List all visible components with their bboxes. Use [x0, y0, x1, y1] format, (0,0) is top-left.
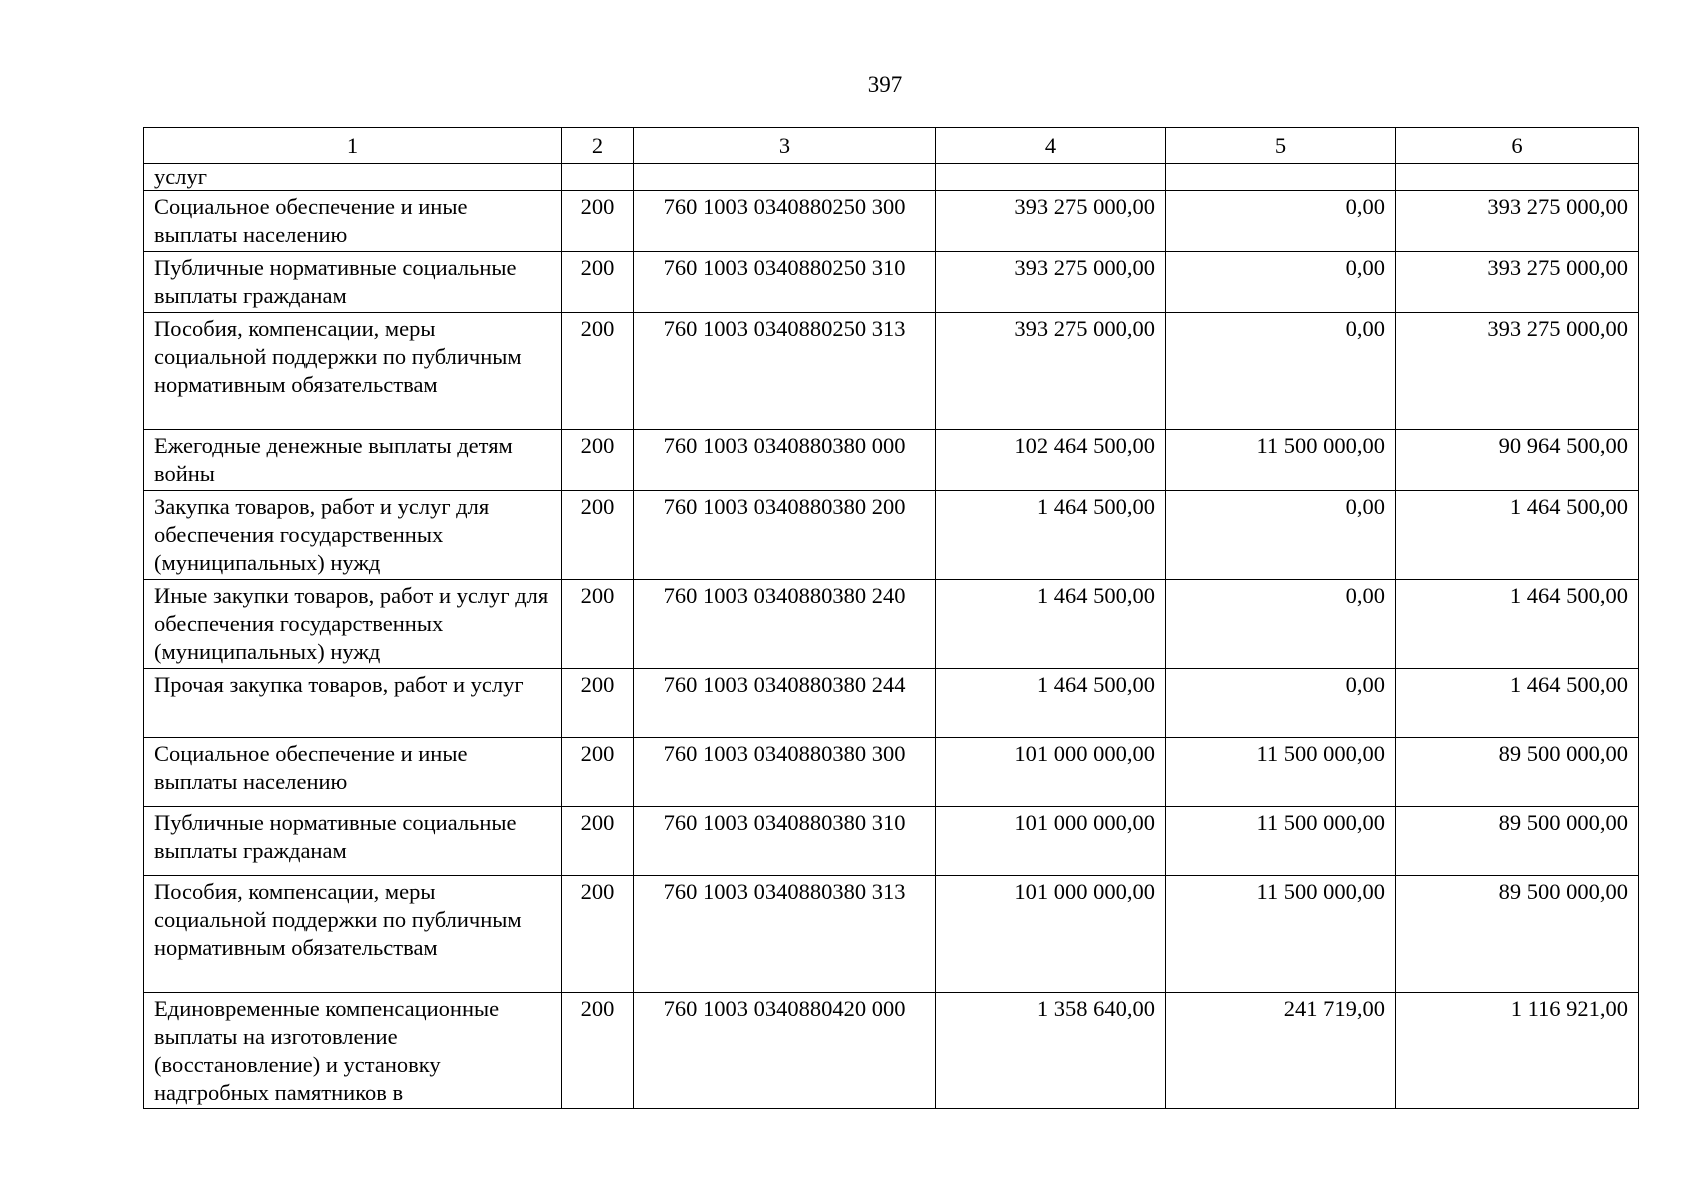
- row-value-6: 1 464 500,00: [1396, 580, 1639, 669]
- column-header-4: 4: [936, 128, 1166, 164]
- row-value-4: 101 000 000,00: [936, 876, 1166, 993]
- row-value-4: 1 358 640,00: [936, 993, 1166, 1109]
- row-name: Ежегодные денежные выплаты детям войны: [144, 430, 562, 491]
- row-name: Социальное обеспечение и иные выплаты населению: [144, 191, 562, 252]
- row-value-5: 11 500 000,00: [1166, 807, 1396, 876]
- table-row: [144, 430, 1639, 491]
- row-column-2: 200: [562, 491, 634, 580]
- table-row: [144, 191, 1639, 252]
- row-column-2: 200: [562, 313, 634, 430]
- row-value-6: 1 116 921,00: [1396, 993, 1639, 1109]
- row-value-4: 102 464 500,00: [936, 430, 1166, 491]
- table-row: [144, 669, 1639, 738]
- row-value-4: 101 000 000,00: [936, 807, 1166, 876]
- table-row: [144, 313, 1639, 430]
- row-name: услуг: [144, 164, 562, 191]
- row-value-4: 393 275 000,00: [936, 252, 1166, 313]
- row-column-2: 200: [562, 669, 634, 738]
- row-column-2: 200: [562, 876, 634, 993]
- row-name: Прочая закупка товаров, работ и услуг: [144, 669, 562, 738]
- header-row: [144, 128, 1639, 164]
- column-header-6: 6: [1396, 128, 1639, 164]
- row-value-6: 393 275 000,00: [1396, 313, 1639, 430]
- row-name: Социальное обеспечение и иные выплаты населению: [144, 738, 562, 807]
- row-name: Пособия, компенсации, меры социальной поддержки по публичным нормативным обязательствам: [144, 313, 562, 430]
- row-name: Пособия, компенсации, меры социальной поддержки по публичным нормативным обязательствам: [144, 876, 562, 993]
- row-code: 760 1003 0340880250 310: [634, 252, 936, 313]
- table-row: [144, 807, 1639, 876]
- column-header-1: 1: [144, 128, 562, 164]
- row-value-5: 0,00: [1166, 252, 1396, 313]
- row-value-5: 11 500 000,00: [1166, 430, 1396, 491]
- table-row: [144, 993, 1639, 1109]
- row-column-2: 200: [562, 807, 634, 876]
- budget-table: [143, 127, 1639, 1109]
- row-code: 760 1003 0340880380 300: [634, 738, 936, 807]
- row-value-5: 0,00: [1166, 313, 1396, 430]
- row-value-6: 89 500 000,00: [1396, 876, 1639, 993]
- row-value-5: 11 500 000,00: [1166, 876, 1396, 993]
- row-code: 760 1003 0340880380 313: [634, 876, 936, 993]
- table-row: [144, 580, 1639, 669]
- row-name: Иные закупки товаров, работ и услуг для обеспечения государственных (муниципальных) нужд: [144, 580, 562, 669]
- row-value-4: 1 464 500,00: [936, 491, 1166, 580]
- row-code: [634, 164, 936, 191]
- row-value-4: [936, 164, 1166, 191]
- row-code: 760 1003 0340880250 313: [634, 313, 936, 430]
- page-number: 397: [867, 72, 903, 97]
- row-value-4: 101 000 000,00: [936, 738, 1166, 807]
- row-name: Публичные нормативные социальные выплаты гражданам: [144, 807, 562, 876]
- row-value-5: [1166, 164, 1396, 191]
- row-code: 760 1003 0340880380 240: [634, 580, 936, 669]
- row-code: 760 1003 0340880380 244: [634, 669, 936, 738]
- table-row: [144, 738, 1639, 807]
- row-value-6: 1 464 500,00: [1396, 669, 1639, 738]
- row-code: 760 1003 0340880380 000: [634, 430, 936, 491]
- row-code: 760 1003 0340880420 000: [634, 993, 936, 1109]
- row-column-2: 200: [562, 580, 634, 669]
- row-name: Единовременные компенсационные выплаты на изготовление (восстановление) и установку надгробных памятников в: [144, 993, 562, 1109]
- row-name: Закупка товаров, работ и услуг для обеспечения государственных (муниципальных) нужд: [144, 491, 562, 580]
- row-value-5: 241 719,00: [1166, 993, 1396, 1109]
- column-header-3: 3: [634, 128, 936, 164]
- row-value-5: 0,00: [1166, 491, 1396, 580]
- row-value-5: 0,00: [1166, 669, 1396, 738]
- row-column-2: 200: [562, 252, 634, 313]
- table-row: [144, 491, 1639, 580]
- row-value-4: 393 275 000,00: [936, 191, 1166, 252]
- row-value-6: 89 500 000,00: [1396, 738, 1639, 807]
- row-value-6: 89 500 000,00: [1396, 807, 1639, 876]
- row-name: Публичные нормативные социальные выплаты гражданам: [144, 252, 562, 313]
- table-row: [144, 164, 1639, 191]
- row-column-2: 200: [562, 430, 634, 491]
- row-column-2: [562, 164, 634, 191]
- column-header-5: 5: [1166, 128, 1396, 164]
- row-value-6: 393 275 000,00: [1396, 252, 1639, 313]
- row-value-4: 1 464 500,00: [936, 669, 1166, 738]
- row-value-5: 0,00: [1166, 580, 1396, 669]
- row-value-4: 393 275 000,00: [936, 313, 1166, 430]
- row-value-5: 11 500 000,00: [1166, 738, 1396, 807]
- row-code: 760 1003 0340880250 300: [634, 191, 936, 252]
- table-row: [144, 876, 1639, 993]
- row-value-4: 1 464 500,00: [936, 580, 1166, 669]
- row-value-6: 393 275 000,00: [1396, 191, 1639, 252]
- row-column-2: 200: [562, 993, 634, 1109]
- row-code: 760 1003 0340880380 200: [634, 491, 936, 580]
- row-value-6: 90 964 500,00: [1396, 430, 1639, 491]
- column-header-2: 2: [562, 128, 634, 164]
- row-column-2: 200: [562, 191, 634, 252]
- row-value-6: 1 464 500,00: [1396, 491, 1639, 580]
- row-value-6: [1396, 164, 1639, 191]
- row-column-2: 200: [562, 738, 634, 807]
- row-code: 760 1003 0340880380 310: [634, 807, 936, 876]
- row-value-5: 0,00: [1166, 191, 1396, 252]
- table-row: [144, 252, 1639, 313]
